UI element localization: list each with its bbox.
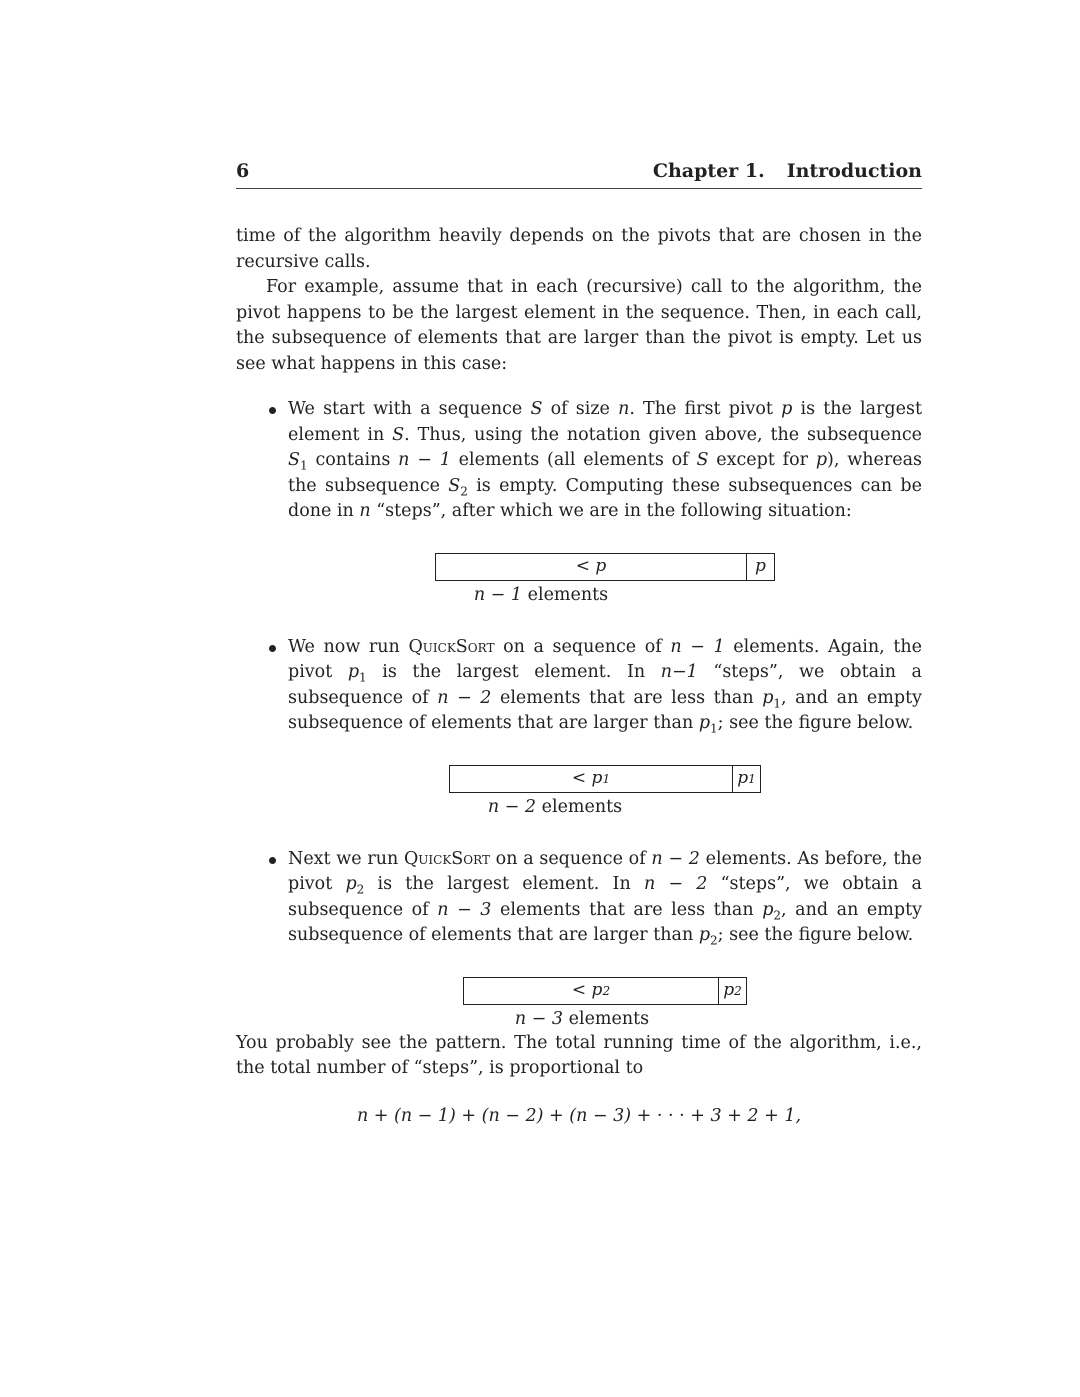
text-run: Next we run (288, 848, 404, 869)
math-var: S (696, 450, 709, 470)
text-run: except for (708, 450, 816, 470)
bullet-dot-icon (269, 407, 276, 414)
math-var: S (448, 475, 461, 496)
page-body (236, 224, 922, 1129)
pivot-cell: p 2 (718, 978, 746, 1004)
math-expr: n − 2 (643, 874, 708, 894)
text-run: elements. As before, the pivot (288, 848, 922, 894)
page-number: 6 (236, 160, 250, 182)
text-run: is the largest element. In (364, 874, 644, 894)
pivot-cell: p (746, 554, 774, 580)
math-subscript: 2 (356, 882, 365, 897)
pivot-cell: p 1 (732, 766, 760, 792)
text-run: ), whereas the subsequence (288, 450, 922, 496)
figure-label (242, 1007, 922, 1031)
text-run: on a sequence of (489, 848, 652, 869)
math-expr: n−1 (660, 662, 698, 682)
math-var: S (288, 450, 300, 470)
bullet-list (236, 397, 922, 1031)
math-expr: n − 2 (487, 796, 537, 817)
paragraph-continuation: time of the algorithm heavily depends on the pivots that are chosen in the recursive calls. (236, 226, 922, 272)
text-run: elements (522, 584, 609, 605)
text-run: elements (536, 796, 623, 817)
text-run: We now run (288, 636, 409, 657)
figure-label (160, 583, 922, 607)
bullet-item-1 (236, 397, 922, 607)
bullet-item-2 (236, 635, 922, 819)
text-run: on a sequence of (494, 636, 671, 657)
bullet-dot-icon (269, 645, 276, 652)
math-var: p (762, 687, 774, 708)
text-run: elements (563, 1008, 650, 1029)
figure-1 (288, 553, 922, 607)
math-expr: n − 3 (437, 899, 492, 920)
text-run: is the largest element. In (366, 662, 661, 682)
less-than-pivot-cell: < p 1 (450, 766, 732, 792)
math-subscript: 1 (710, 721, 718, 736)
math-var: p (723, 979, 735, 1000)
math-var: p (815, 450, 828, 470)
figure-label (188, 795, 922, 819)
sequence-box (449, 765, 761, 793)
math-var: p (347, 662, 360, 682)
text-run: . The first pivot (629, 399, 782, 419)
text-run: elements (all elements of (450, 450, 697, 470)
math-subscript: 1 (359, 670, 367, 685)
math-var: S (392, 424, 405, 445)
math-subscript: 1 (773, 696, 782, 710)
text-run: < p (571, 767, 603, 788)
math-expr: n − 1 (398, 450, 451, 470)
math-subscript: 2 (460, 484, 468, 498)
bullet-item-3 (236, 847, 922, 1031)
math-expr: n − 1 (473, 584, 523, 605)
text-run: , and an empty subsequence of elements that are larger than (288, 687, 922, 733)
algorithm-name: QuickSort (408, 636, 495, 657)
math-subscript: 2 (710, 933, 718, 948)
math-var: p (762, 899, 774, 920)
math-expr: n − 2 (437, 687, 492, 708)
text-run: is empty. Computing these subsequences can be done in (288, 475, 922, 521)
math-expr: n − 3 (514, 1008, 564, 1029)
math-var: n (359, 501, 371, 521)
math-var: p (737, 767, 749, 788)
running-header (236, 160, 922, 189)
math-var: S (530, 399, 543, 419)
text-run: is the largest element in (288, 399, 922, 445)
figure-3 (288, 977, 922, 1031)
text-run: “steps”, after which we are in the following situation: (370, 501, 852, 521)
text-run: of size (542, 399, 619, 419)
chapter-heading (631, 160, 922, 182)
text-run: contains (307, 450, 399, 470)
less-than-pivot-cell: < p (575, 555, 607, 576)
text-run: ; see the figure below. (717, 713, 914, 733)
text-run: “steps”, we obtain a subsequence of (288, 874, 922, 920)
text-run: ; see the figure below. (717, 925, 914, 945)
text-run: “steps”, we obtain a subsequence of (288, 662, 922, 708)
text-run: , and an empty subsequence of elements that are larger than (288, 899, 922, 945)
algorithm-name: QuickSort (403, 848, 490, 869)
text-run: < p (571, 979, 603, 1000)
text-run: We start with a sequence (288, 399, 531, 419)
math-var: p (345, 874, 357, 894)
math-var: p (781, 399, 793, 419)
math-expr: n − 1 (670, 636, 725, 657)
paragraph-pattern: You probably see the pattern. The total running time of the algorithm, i.e., the total number of “steps”, is proportional to (236, 1032, 922, 1078)
sequence-box (435, 553, 775, 581)
math-subscript: 1 (300, 458, 308, 473)
less-than-pivot-cell: < p 2 (464, 978, 718, 1004)
bullet-dot-icon (269, 857, 276, 864)
math-var: p (698, 713, 711, 733)
sequence-box (463, 977, 747, 1005)
chapter-label: Chapter 1. (652, 160, 765, 182)
text-run: . Thus, using the notation given above, the subsequence (404, 424, 923, 445)
math-expr: n − 2 (651, 848, 700, 869)
sum-equation: n + (n − 1) + (n − 2) + (n − 3) + · · · + 3 + 2 + 1, (356, 1105, 802, 1126)
math-var: n (618, 399, 630, 419)
paragraph-example: For example, assume that in each (recursive) call to the algorithm, the pivot happens to be the largest element in the sequence. Then, in each call, the subsequence of elements that are larger than the pivot is empty. Let us see what happens in this case: (236, 277, 922, 374)
text-run: elements that are less than (491, 899, 763, 920)
math-subscript: 2 (773, 908, 782, 922)
text-run: elements that are less than (491, 687, 763, 708)
text-run: elements. Again, the pivot (288, 636, 922, 682)
math-var: p (698, 925, 711, 945)
figure-2 (288, 765, 922, 819)
chapter-title: Introduction (786, 160, 922, 182)
